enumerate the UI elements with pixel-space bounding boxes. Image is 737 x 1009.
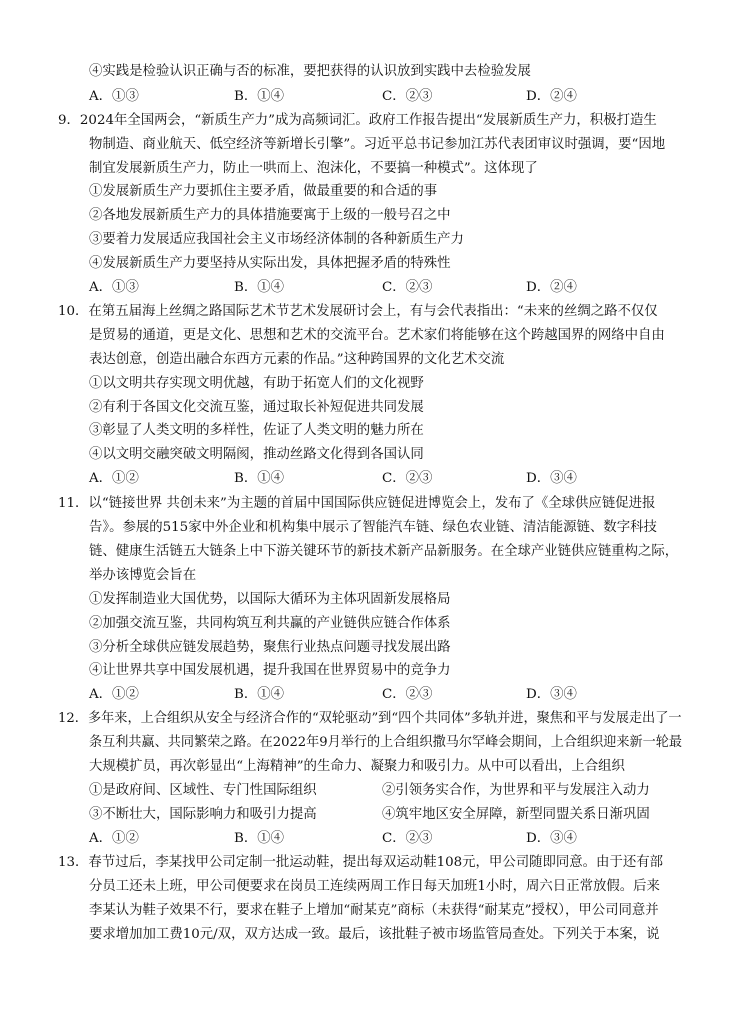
q9-choice-d: D．②④ [526,280,577,295]
q11-item-1: ①发挥制造业大国优势，以国际大循环为主体巩固新发展格局 [89,592,451,607]
q12-item-4: ④筑牢地区安全屏障，新型同盟关系日渐巩固 [382,807,650,822]
q9-item-2: ②各地发展新质生产力的具体措施要寓于上级的一般号召之中 [89,208,451,223]
q12-stem-line: 12．多年来，上合组织从安全与经济合作的“双轮驱动”到“四个共同体”多轨并进，聚焦和平与发展走出了一 [58,711,682,726]
q10-item-2: ②有利于各国文化交流互鉴，通过取长补短促进共同发展 [89,400,424,415]
q11-choice-a: A．①② [89,687,139,702]
q8-item-4: ④实践是检验认识正确与否的标准，要把获得的认识放到实践中去检验发展 [89,64,531,79]
q9-stem-line: 物制造、商业航天、低空经济等新增长引擎”。习近平总书记参加江苏代表团审议时强调，要“因地 [89,137,666,152]
q11-item-2: ②加强交流互鉴，共同构筑互利共赢的产业链供应链合作体系 [89,616,451,631]
q12-choice-b: B．①④ [234,831,285,846]
q9-choice-c: C．②③ [382,280,433,295]
q8-choice-b: B．①④ [234,89,285,104]
q10-choice-b: B．①④ [234,471,285,486]
q12-choice-a: A．①② [89,831,139,846]
q11-stem-line: 链、健康生活链五大链条上中下游关键环节的新技术新产品新服务。在全球产业链供应链重构之际， [89,544,679,559]
q10-choice-c: C．②③ [382,471,433,486]
q10-choice-d: D．③④ [526,471,577,486]
q12-item-3: ③不断壮大，国际影响力和吸引力提高 [89,807,317,822]
q8-choice-c: C．②③ [382,89,433,104]
q12-choice-d: D．③④ [526,831,577,846]
q10-stem-line: 表达创意，创造出融合东西方元素的作品。”这种跨国界的文化艺术交流 [89,352,505,367]
q12-stem-line: 条互利共赢、共同繁荣之路。在2022年9月举行的上合组织撒马尔罕峰会期间，上合组织迎来新一轮最 [89,735,683,750]
q10-choice-a: A．①② [89,471,139,486]
q11-stem-line: 告》。参展的515家中外企业和机构集中展示了智能汽车链、绿色农业链、清洁能源链、数字科技 [89,520,657,535]
q11-choice-d: D．③④ [526,687,577,702]
q10-item-4: ④以文明交融突破文明隔阂，推动丝路文化得到各国认同 [89,447,424,462]
q9-choice-a: A．①③ [89,280,139,295]
q12-stem-line: 大规模扩员，再次彰显出“上海精神”的生命力、凝聚力和吸引力。从中可以看出，上合组织 [89,759,625,774]
q12-choice-c: C．②③ [382,831,433,846]
q13-stem-line: 分员工还未上班，甲公司便要求在岗员工连续两周工作日每天加班1小时，周六日正常放假。后来 [89,879,660,894]
q11-item-4: ④让世界共享中国发展机遇，提升我国在世界贸易中的竞争力 [89,663,451,678]
q8-choice-d: D．②④ [526,89,577,104]
q11-choice-b: B．①④ [234,687,285,702]
q10-item-1: ①以文明共存实现文明优越，有助于拓宽人们的文化视野 [89,376,424,391]
q13-stem-line: 李某认为鞋子效果不行，要求在鞋子上增加“耐某克”商标（未获得“耐某克”授权），甲公司同意并 [89,903,659,918]
q11-stem-line: 11．以“链接世界 共创未来”为主题的首届中国国际供应链促进博览会上，发布了《全球供应链促进报 [58,496,656,511]
q11-stem-line: 举办该博览会旨在 [89,568,197,583]
q9-item-4: ④发展新质生产力要坚持从实际出发，具体把握矛盾的特殊性 [89,256,451,271]
q11-item-3: ③分析全球供应链发展趋势，聚焦行业热点问题寻找发展出路 [89,640,451,655]
q11-choice-c: C．②③ [382,687,433,702]
q12-item-2: ②引领务实合作，为世界和平与发展注入动力 [382,783,650,798]
q9-item-3: ③要着力发展适应我国社会主义市场经济体制的各种新质生产力 [89,232,464,247]
q9-item-1: ①发展新质生产力要抓住主要矛盾，做最重要的和合适的事 [89,184,438,199]
q9-stem-line: 9．2024年全国两会，“新质生产力”成为高频词汇。政府工作报告提出“发展新质生产力，积极打造生 [58,113,657,128]
q10-stem-line: 是贸易的通道，更是文化、思想和艺术的交流平台。艺术家们将能够在这个跨越国界的网络中自由 [89,328,665,343]
q10-stem-line: 10．在第五届海上丝绸之路国际艺术节艺术发展研讨会上，有与会代表指出：“未来的丝绸之路不仅仅 [58,304,658,319]
q9-stem-line: 制宜发展新质生产力，防止一哄而上、泡沫化，不要搞一种模式”。这体现了 [89,161,538,176]
q10-item-3: ③彰显了人类文明的多样性，佐证了人类文明的魅力所在 [89,423,424,438]
q9-choice-b: B．①④ [234,280,285,295]
q8-choice-a: A．①③ [89,89,139,104]
q12-item-1: ①是政府间、区域性、专门性国际组织 [89,783,317,798]
q13-stem-line: 要求增加加工费10元/双，双方达成一致。最后，该批鞋子被市场监管局查处。下列关于本案，说 [89,927,660,942]
q13-stem-line: 13．春节过后，李某找甲公司定制一批运动鞋，提出每双运动鞋108元，甲公司随即同意。由于还有部 [58,855,664,870]
